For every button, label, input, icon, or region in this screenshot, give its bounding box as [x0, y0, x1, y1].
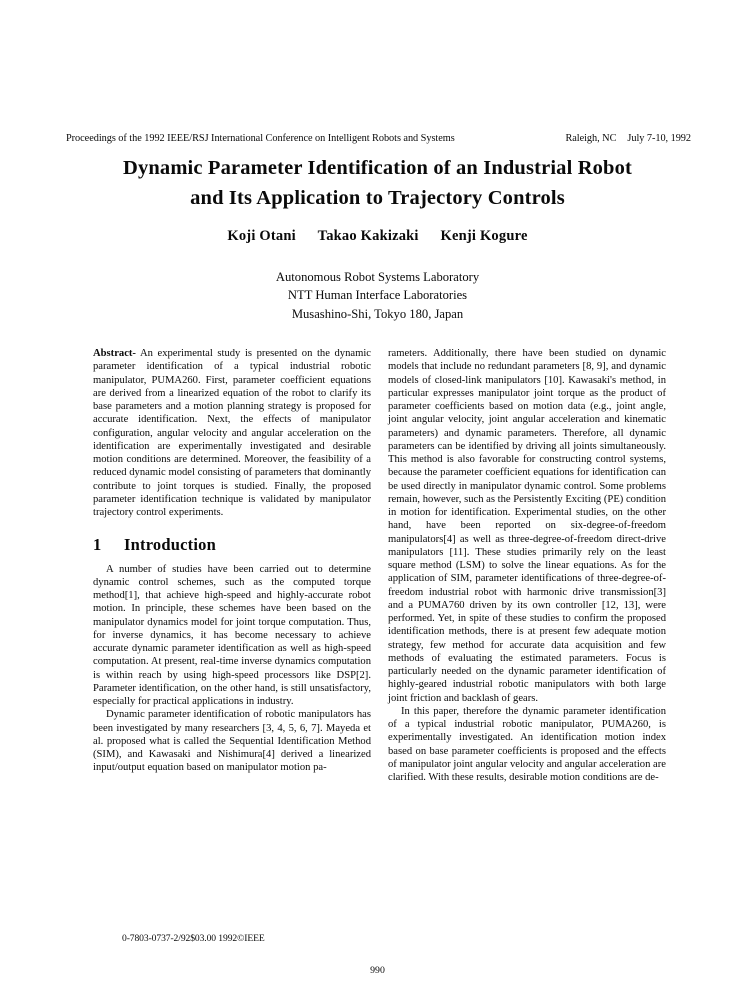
author-list — [60, 228, 695, 245]
conference-date: July 7-10, 1992 — [627, 133, 691, 144]
body-paragraph: Dynamic parameter identification of robotic manipulators has been investigated by many researchers [3, 4, 5, 6, 7]. Mayeda et al. proposed what is called the Sequential Identification Method (SIM), and Kawasaki and Nishimura[4] derived a linearized input/output equation based on manipulator motion pa- — [93, 709, 371, 774]
body-paragraph: A number of studies have been carried out to determine dynamic control schemes, such as the computed torque method[1], that achieve high-speed and highly-accurate robot motion. In principle, these schemes have been based on the manipulator dynamics model for joint torque computation. Thus, for inverse dynamics, it has become necessary to achieve accurate dynamic parameter identification as well as high-speed computation. At present, real-time inverse dynamics computation is within reach by using high-speed processors like DSP[2]. Parameter identification, on the other hand, is still unsatisfactory, especially for practical applications in industry. — [93, 563, 371, 707]
title-line-2: and Its Application to Trajectory Controls — [190, 187, 565, 209]
body-columns — [93, 347, 666, 917]
page-title — [60, 153, 695, 213]
conference-location: Raleigh, NC — [565, 133, 617, 144]
abstract-label: Abstract- — [93, 348, 136, 359]
author-name: Takao Kakizaki — [317, 228, 419, 244]
affiliation-block — [60, 268, 695, 323]
section-number: 1 — [93, 535, 102, 555]
author-name: Koji Otani — [227, 228, 296, 244]
author-name: Kenji Kogure — [440, 228, 528, 244]
section-title: Introduction — [124, 535, 216, 555]
affiliation-line: NTT Human Interface Laboratories — [287, 288, 468, 303]
title-line-1: Dynamic Parameter Identification of an Industrial Robot — [123, 157, 632, 179]
abstract-text: An experimental study is presented on the dynamic parameter identification of a typical industrial robotic manipulator, PUMA260. First, parameter coefficient equations are derived from a linearized equation of the robot to clarify its base parameters and a motion planning strategy is proposed for accurate identification. Next, the effects of manipulator configuration, angular velocity and angular acceleration on the identification are experimentally investigated and desirable motion conditions are determined. Moreover, the feasibility of a reduced dynamic model consisting of parameters that dominantly contribute to joint torques is studied. Finally, the proposed parameter identification technique is validated by manipulator trajectory control experiments. — [93, 348, 371, 518]
page-number: 990 — [370, 965, 385, 976]
section-heading-introduction — [93, 535, 371, 555]
right-column — [388, 347, 666, 917]
conference-venue-date — [565, 133, 691, 144]
body-paragraph: In this paper, therefore the dynamic parameter identification of a typical industrial robotic manipulator, PUMA260, is experimentally investigated. An identification motion index based on base parameter coefficients is proposed and the effects of manipulator joint angular velocity and angular acceleration are clarified. With these results, desirable motion conditions are de- — [388, 705, 666, 783]
body-paragraph: rameters. Additionally, there have been studied on dynamic models that include no redundant parameters [8, 9], and dynamic models of closed-link manipulators [10]. Kawasaki's method, in particular expresses manipulator joint torque as the product of parameter coefficients based on motion data (e.g., joint angle, joint angular velocity, joint angular acceleration and kinematic parameters) and dynamic parameters. Therefore, all dynamic parameters can be identified by driving all joints simultaneously. This method is also favorable for constructing control systems, because the parameter coefficient equations for identification can be used directly in manipulator dynamic control. Some problems remain, however, such as the Persistently Exciting (PE) condition in motion for identification. Experimental studies, on the other hand, have been reported on six-degree-of-freedom manipulators[4] as well as three-degree-of-freedom direct-drive manipulators [11]. These studies primarily rely on the least square method (LSM) to solve the linear equations. As for the application of SIM, parameter identifications of three-degree-of-freedom industrial robot with harmonic drive transmission[3] and a PUMA760 driven by its own controller [12, 13], were performed. Yet, in spite of these studies to confirm the proposed identification methods, there is at present few adequate motion strategy, few method for accurate data acquisition and few methods of evaluating the estimated parameters. Focus is particularly needed on the dynamic parameter identification of highly-geared industrial robotic manipulators with both large joint friction and backlash of gears. — [388, 348, 666, 704]
isbn-copyright-line: 0-7803-0737-2/92$03.00 1992©IEEE — [122, 933, 265, 944]
affiliation-line: Musashino-Shi, Tokyo 180, Japan — [291, 306, 464, 321]
abstract-paragraph — [93, 347, 371, 519]
affiliation-line: Autonomous Robot Systems Laboratory — [275, 270, 480, 284]
conference-header — [66, 133, 691, 144]
proceedings-title: Proceedings of the 1992 IEEE/RSJ International Conference on Intelligent Robots and Systems — [66, 133, 455, 144]
left-column — [93, 347, 371, 917]
